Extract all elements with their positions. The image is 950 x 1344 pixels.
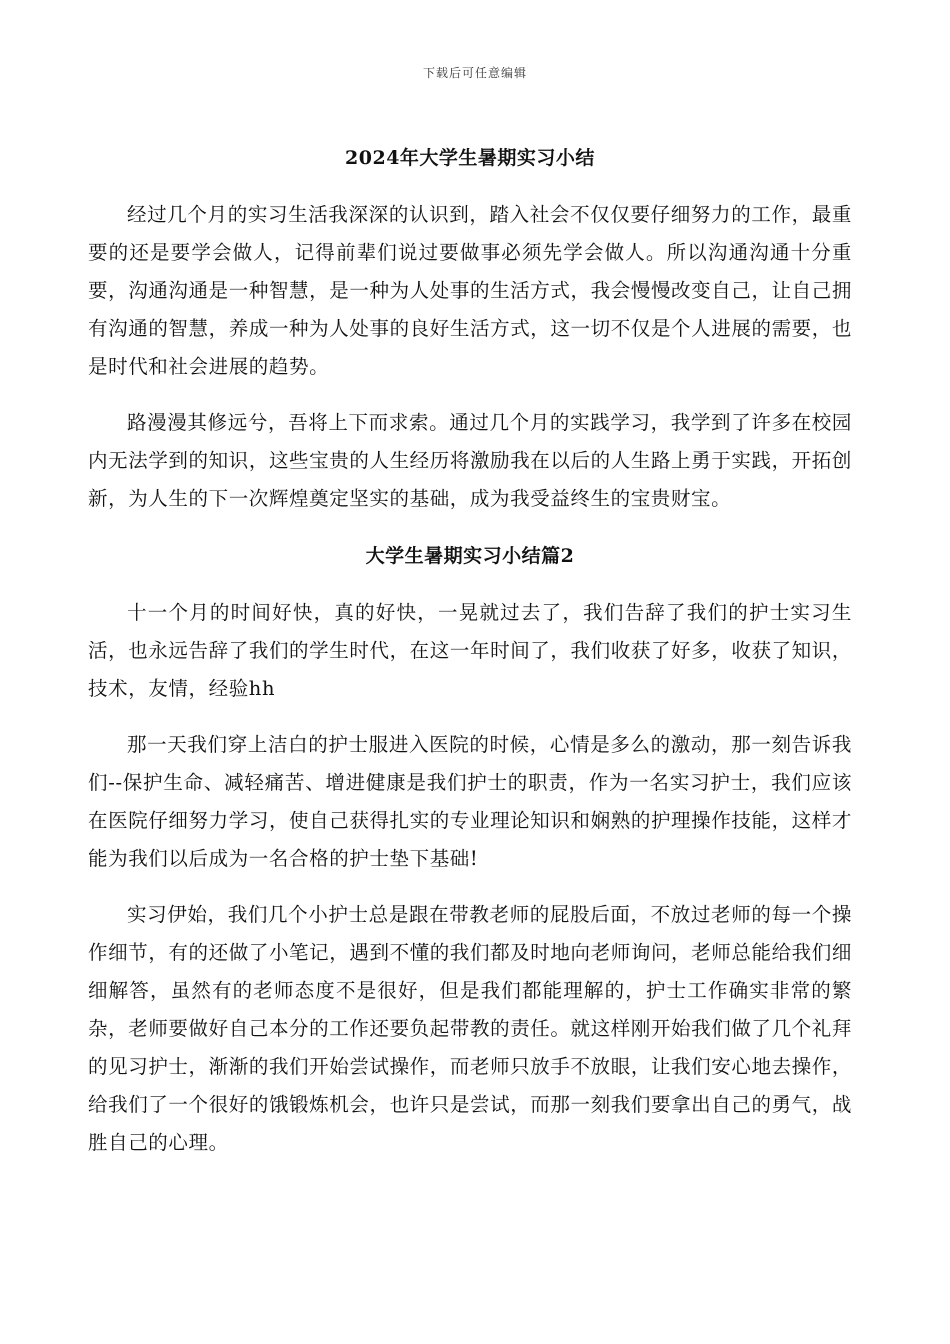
- paragraph: 那一天我们穿上洁白的护士服进入医院的时候，心情是多么的激动，那一刻告诉我们--保护生命、减轻痛苦、增进健康是我们护士的职责，作为一名实习护士，我们应该在医院仔细努力学习，使自己获得扎实的专业理论知识和娴熟的护理操作技能，这样才能为我们以后成为一名合格的护士垫下基础!: [88, 733, 852, 870]
- section-title-2: 大学生暑期实习小结篇2: [365, 545, 575, 567]
- paragraph: 十一个月的时间好快，真的好快，一晃就过去了，我们告辞了我们的护士实习生活，也永远告辞了我们的学生时代，在这一年时间了，我们收获了好多，收获了知识，技术，友情，经验hh: [88, 601, 852, 700]
- paragraph: 实习伊始，我们几个小护士总是跟在带教老师的屁股后面，不放过老师的每一个操作细节，有的还做了小笔记，遇到不懂的我们都及时地向老师询问，老师总能给我们细细解答，虽然有的老师态度不是很好，但是我们都能理解的，护士工作确实非常的繁杂，老师要做好自己本分的工作还要负起带教的责任。就这样刚开始我们做了几个礼拜的见习护士，渐渐的我们开始尝试操作，而老师只放手不放眼，让我们安心地去操作，给我们了一个很好的饿锻炼机会，也许只是尝试，而那一刻我们要拿出自己的勇气，战胜自己的心理。: [88, 903, 852, 1154]
- document-body: [88, 138, 852, 1180]
- paragraph: 路漫漫其修远兮，吾将上下而求索。通过几个月的实践学习，我学到了许多在校园内无法学到的知识，这些宝贵的人生经历将激励我在以后的人生路上勇于实践，开拓创新，为人生的下一次辉煌奠定坚实的基础，成为我受益终生的宝贵财宝。: [88, 411, 852, 510]
- paragraph: 经过几个月的实习生活我深深的认识到，踏入社会不仅仅要仔细努力的工作，最重要的还是要学会做人，记得前辈们说过要做事必须先学会做人。所以沟通沟通十分重要，沟通沟通是一种智慧，是一种为人处事的生活方式，我会慢慢改变自己，让自己拥有沟通的智慧，养成一种为人处事的良好生活方式，这一切不仅是个人进展的需要，也是时代和社会进展的趋势。: [88, 203, 852, 378]
- page-header-note: 下载后可任意编辑: [422, 66, 527, 80]
- section-title-1: 2024年大学生暑期实习小结: [345, 147, 595, 169]
